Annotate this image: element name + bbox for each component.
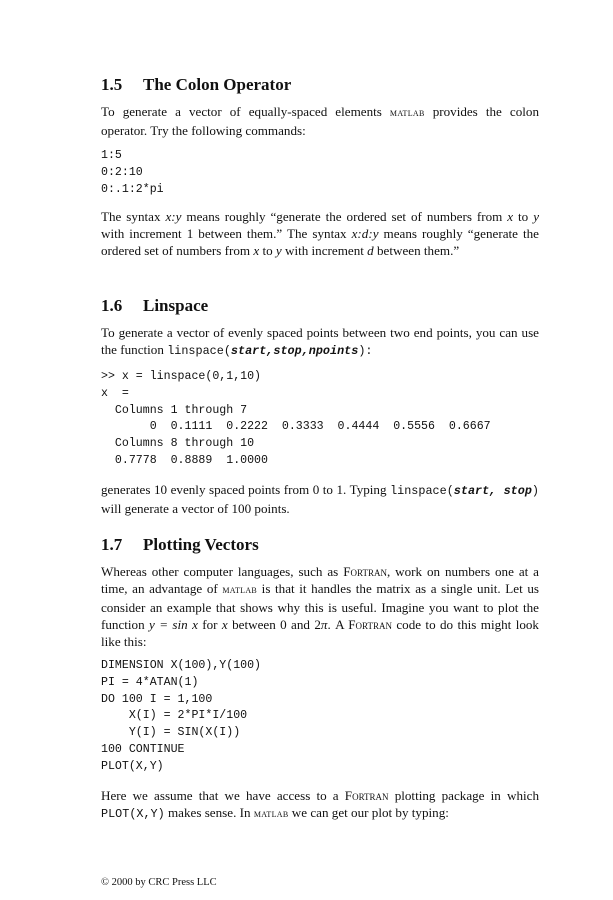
section-title: Linspace [143, 296, 209, 315]
code-line: PI = 4*ATAN(1) [101, 675, 199, 689]
code-block-fortran [101, 658, 261, 776]
code-line: DO 100 I = 1,100 [101, 692, 213, 706]
paragraph-colon-intro: To generate a vector of equally-spaced elements matlab provides the colon operator. Try the following commands: [101, 104, 539, 138]
paragraph-colon-syntax: The syntax x:y means roughly “generate the ordered set of numbers from x to y with increment 1 between them.” The syntax x:d:y means roughly “generate the ordered set of numbers from x to y with increment d between them.” [101, 209, 539, 258]
code-line: 0:2:10 [101, 165, 143, 179]
code-line: Y(I) = SIN(X(I)) [101, 726, 241, 740]
fortran-smallcaps: Fortran [344, 788, 389, 803]
paragraph-linspace-intro: To generate a vector of evenly spaced points between two end points, you can use the function linspace(start,stop,npoints): [101, 325, 539, 358]
code-line: Columns 8 through 10 [101, 437, 255, 451]
section-heading-1-5 [101, 75, 291, 95]
code-line: 1:5 [101, 149, 122, 162]
code-line: DIMENSION X(100),Y(100) [101, 659, 262, 672]
fortran-smallcaps: Fortran [348, 617, 392, 632]
inline-code: PLOT(X,Y) [101, 807, 165, 821]
code-line: X(I) = 2*PI*I/100 [101, 709, 248, 723]
code-line: PLOT(X,Y) [101, 759, 164, 773]
code-line: 0:.1:2*pi [101, 182, 164, 196]
fortran-smallcaps: Fortran [343, 564, 387, 579]
inline-code: linspace( [167, 344, 231, 358]
section-title: The Colon Operator [143, 75, 292, 94]
section-heading-1-6 [101, 296, 208, 316]
matlab-smallcaps: matlab [389, 107, 425, 119]
code-line: 0 0.1111 0.2222 0.3333 0.4444 0.5556 0.6667 [101, 420, 491, 434]
code-line: x = [101, 386, 129, 400]
code-block-colon [101, 148, 164, 198]
section-heading-1-7 [101, 535, 259, 555]
code-line: 100 CONTINUE [101, 742, 185, 756]
paragraph-plotting-intro: Whereas other computer languages, such as Fortran, work on numbers one at a time, an advantage of matlab is that it handles the matrix as a single unit. Let us consider an example that shows why this is useful. Imagine you want to plot the function y = sin x for x between 0 and 2π. A Fortran code to do this might look like this: [101, 564, 540, 649]
inline-code-args: start,stop,npoints [230, 344, 359, 358]
paragraph-linspace-result: generates 10 evenly spaced points from 0 to 1. Typing linspace(start, stop) will generate a vector of 100 points. [101, 482, 540, 516]
section-number: 1.7 [101, 535, 123, 554]
copyright-footer: © 2000 by CRC Press LLC [101, 877, 217, 888]
section-number: 1.5 [101, 75, 123, 94]
paragraph-plotting-matlab: Here we assume that we have access to a Fortran plotting package in which PLOT(X,Y) makes sense. In matlab we can get our plot by typing: [101, 788, 539, 821]
code-line: 0.7778 0.8889 1.0000 [101, 453, 268, 467]
section-title: Plotting Vectors [143, 535, 259, 554]
matlab-smallcaps: matlab [253, 808, 289, 820]
code-block-linspace [101, 369, 491, 470]
section-number: 1.6 [101, 296, 123, 315]
code-line: Columns 1 through 7 [101, 403, 248, 417]
code-line: >> x = linspace(0,1,10) [101, 370, 262, 383]
matlab-smallcaps: matlab [222, 584, 258, 596]
